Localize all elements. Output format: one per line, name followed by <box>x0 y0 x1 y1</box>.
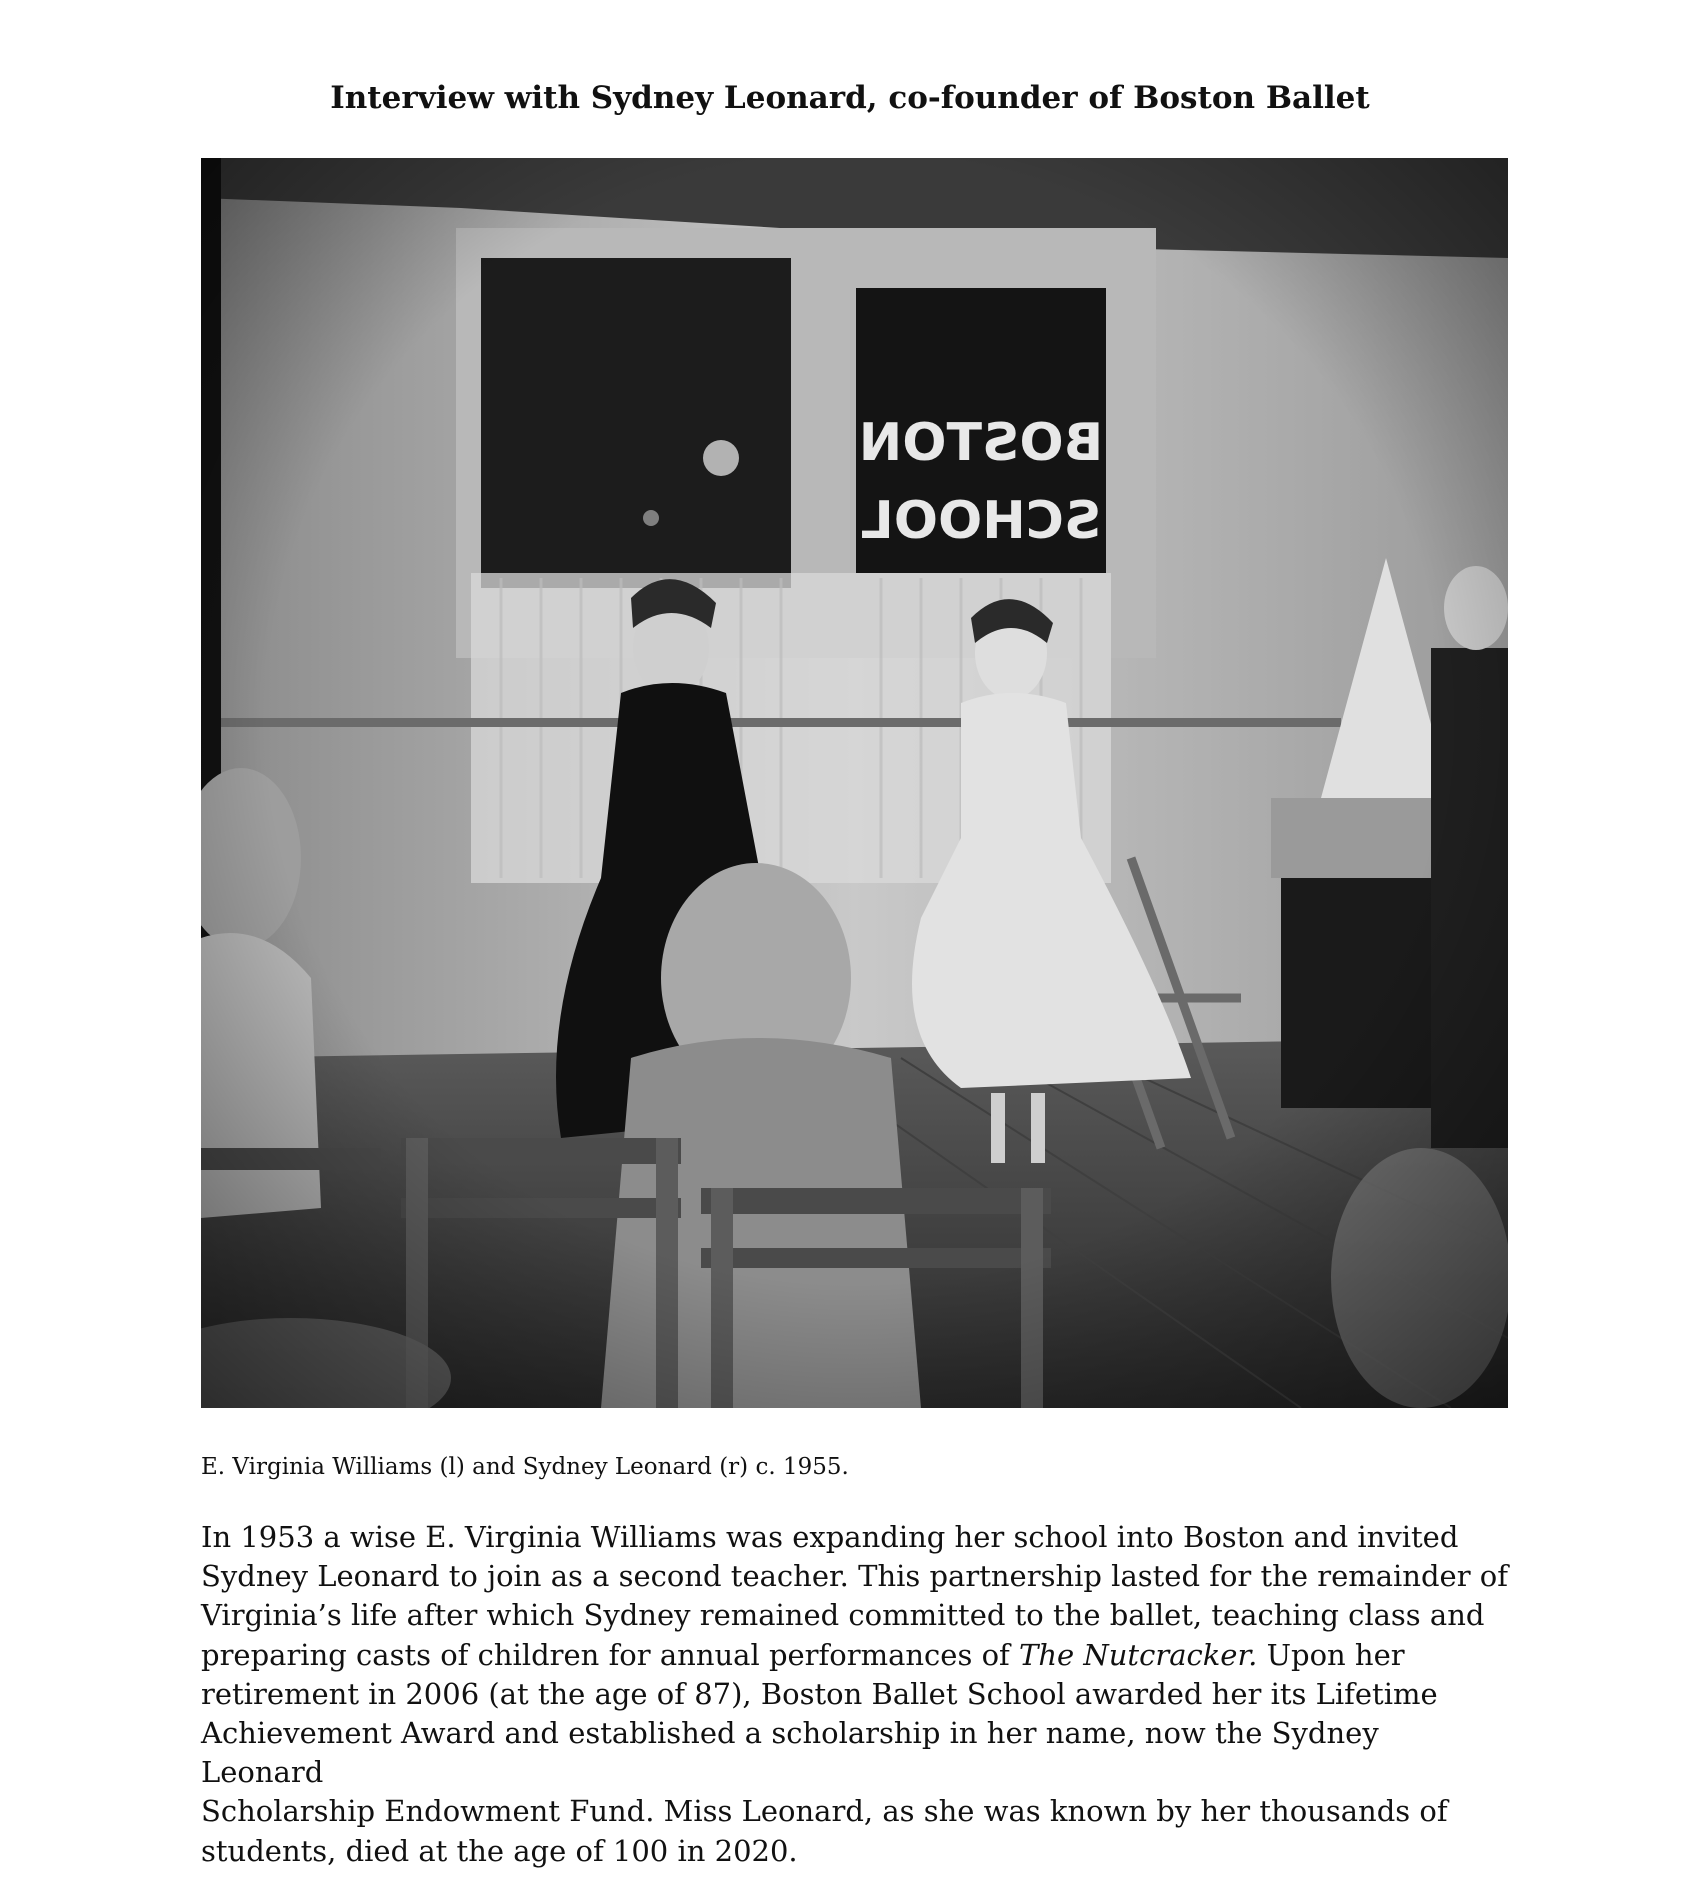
body-text: preparing casts of children for annual performances of <box>201 1637 1019 1672</box>
article-title: Interview with Sydney Leonard, co-founder of Boston Ballet <box>330 80 1370 116</box>
body-line <box>201 1636 1508 1675</box>
historic-photo <box>201 158 1508 1408</box>
body-line: Scholarship Endowment Fund. Miss Leonard, as she was known by her thousands of <box>201 1794 1448 1829</box>
body-line: In 1953 a wise E. Virginia Williams was expanding her school into Boston and invited <box>201 1520 1459 1554</box>
nutcracker-title: The Nutcracker. <box>1018 1637 1258 1672</box>
body-line: Sydney Leonard to join as a second teacher. This partnership lasted for the remainder of <box>201 1559 1508 1594</box>
body-line: students, died at the age of 100 in 2020. <box>201 1833 798 1868</box>
photo-caption: E. Virginia Williams (l) and Sydney Leonard (r) c. 1955. <box>201 1454 849 1480</box>
body-text: Upon her <box>1257 1637 1405 1672</box>
body-line: Achievement Award and established a scholarship in her name, now the Sydney Leonard <box>201 1716 1379 1790</box>
body-line: Virginia’s life after which Sydney remained committed to the ballet, teaching class and <box>201 1598 1485 1633</box>
article-body <box>201 1518 1508 1871</box>
body-line: retirement in 2006 (at the age of 87), Boston Ballet School awarded her its Lifetime <box>201 1676 1438 1711</box>
